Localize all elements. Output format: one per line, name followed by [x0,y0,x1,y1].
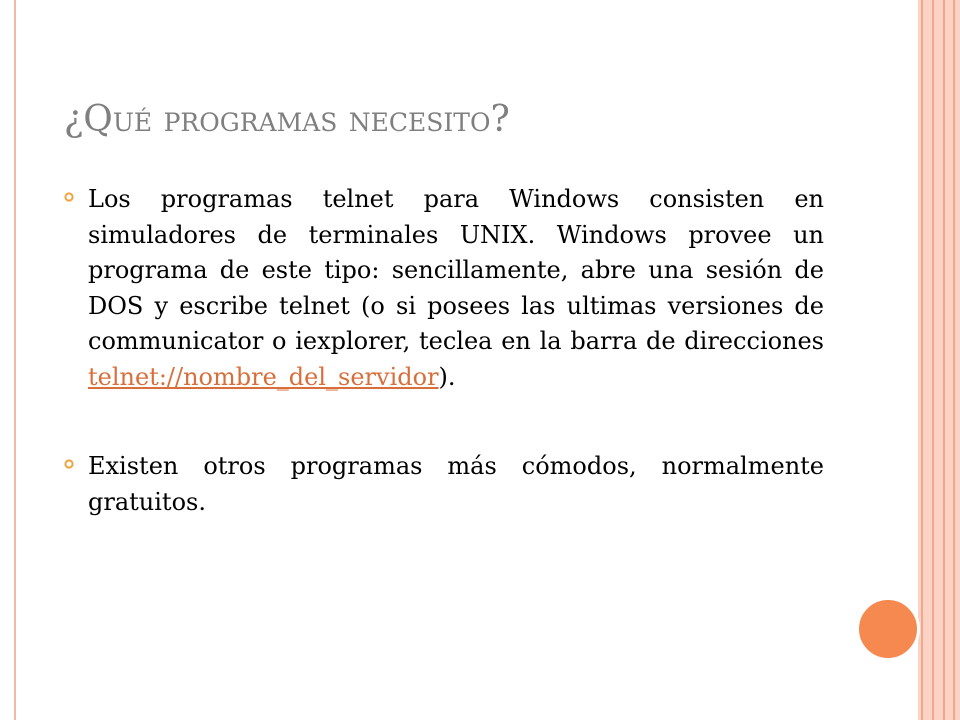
telnet-link[interactable]: telnet://nombre_del_servidor [88,362,439,391]
bullet-text-part: ). [438,362,456,391]
border-stripe [932,0,934,720]
bullet-item [64,449,824,520]
border-stripe [921,0,923,720]
border-stripe [953,0,955,720]
slide-title: ¿Qué programas necesito? [64,99,510,140]
bullet-text [88,182,824,395]
bullet-icon [64,192,74,202]
border-stripe [943,0,945,720]
left-border-decoration [0,0,16,720]
bullet-text-part: Los programas telnet para Windows consisten en simuladores de terminales UNIX. Windows provee un programa de este tipo: sencillamente, abre una sesión de DOS y escribe telnet (o si posees las ultimas versiones de communicator o iexplorer, teclea en la barra de direcciones [88,185,824,355]
bullet-icon [64,459,74,469]
bullet-item [64,182,824,395]
bullet-list [64,182,824,574]
bullet-text: Existen otros programas más cómodos, normalmente gratuitos. [88,452,824,516]
decorative-circle [856,597,920,661]
